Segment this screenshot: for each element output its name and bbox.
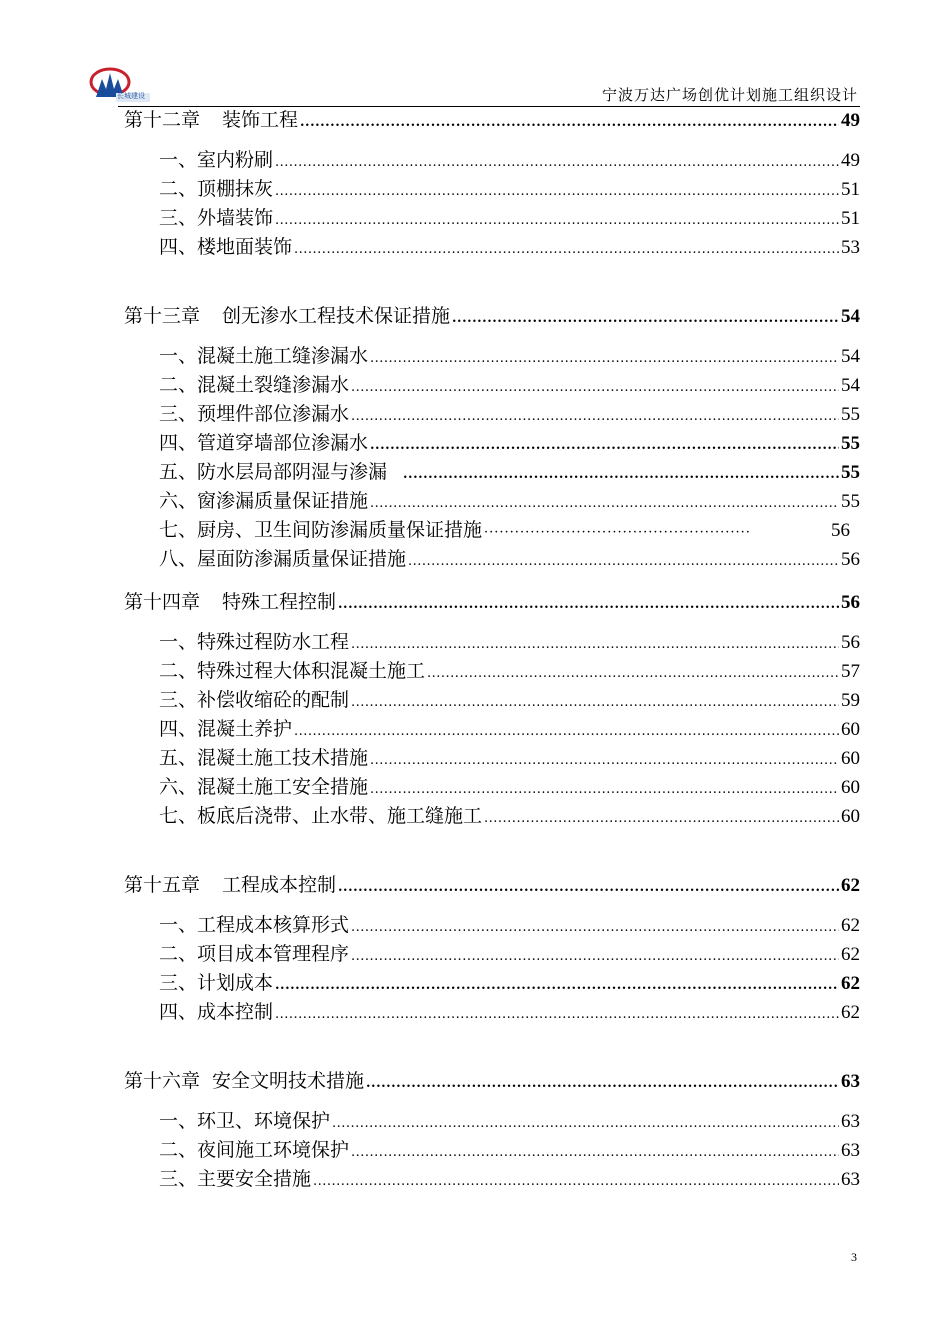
leader-dots [275, 148, 839, 177]
leader-dots [370, 489, 839, 518]
item-label: 一、室内粉刷 [159, 149, 274, 171]
page-ref: 63 [841, 1111, 860, 1132]
leader-dots [370, 746, 839, 775]
leader-dots [275, 206, 839, 235]
chapter-title: 特殊工程控制 [222, 591, 337, 613]
leader-dots [351, 630, 839, 659]
page-ref: 57 [841, 661, 860, 682]
toc-item[interactable] [124, 911, 860, 940]
page-ref: 56 [841, 632, 860, 653]
item-label: 四、成本控制 [159, 1001, 274, 1023]
toc-chapter-12[interactable] [124, 104, 860, 136]
running-title: 宁波万达广场创优计划施工组织设计 [601, 86, 858, 104]
toc-item[interactable] [124, 686, 860, 715]
page-number: 3 [851, 1250, 857, 1264]
toc-item[interactable] [124, 545, 860, 574]
toc-item[interactable] [124, 773, 860, 802]
page-ref: 56 [841, 549, 860, 570]
item-label: 三、计划成本 [159, 972, 274, 994]
page-ref: 62 [841, 944, 860, 965]
toc-item[interactable] [124, 371, 860, 400]
item-label: 五、防水层局部阴湿与渗漏 [159, 461, 388, 483]
toc-item[interactable] [124, 628, 860, 657]
page-ref: 54 [841, 375, 860, 396]
item-label: 一、特殊过程防水工程 [159, 631, 350, 653]
page-ref: 60 [841, 719, 860, 740]
page-ref: 54 [841, 306, 860, 327]
leader-dots [484, 518, 752, 547]
page-ref: 49 [841, 150, 860, 171]
page-ref: 63 [841, 1169, 860, 1190]
item-label: 六、混凝土施工安全措施 [159, 776, 369, 798]
chapter-title: 安全文明技术措施 [212, 1070, 365, 1092]
toc-item[interactable] [124, 1136, 860, 1165]
page-ref: 59 [841, 690, 860, 711]
item-label: 五、混凝土施工技术措施 [159, 747, 369, 769]
item-label: 六、窗渗漏质量保证措施 [159, 490, 369, 512]
table-of-contents [124, 104, 860, 1194]
leader-dots [338, 589, 839, 621]
page-ref: 54 [841, 346, 860, 367]
logo-text: 长城建设 [117, 92, 145, 100]
page-ref: 49 [841, 110, 860, 131]
item-label: 三、外墙装饰 [159, 207, 274, 229]
item-label: 一、混凝土施工缝渗漏水 [159, 345, 369, 367]
page-ref: 62 [841, 875, 860, 896]
leader-dots [351, 913, 839, 942]
page-ref: 55 [841, 404, 860, 425]
toc-item[interactable] [124, 458, 860, 487]
page-ref: 51 [841, 208, 860, 229]
page-ref: 63 [841, 1140, 860, 1161]
item-label: 四、楼地面装饰 [159, 236, 293, 258]
toc-item[interactable] [124, 175, 860, 204]
item-label: 四、混凝土养护 [159, 718, 293, 740]
toc-item[interactable] [124, 998, 860, 1027]
page-ref: 51 [841, 179, 860, 200]
toc-item[interactable] [124, 204, 860, 233]
item-label: 三、补偿收缩砼的配制 [159, 689, 350, 711]
leader-dots [351, 688, 839, 717]
leader-dots [275, 971, 839, 1000]
chapter-title: 装饰工程 [222, 109, 299, 131]
toc-chapter-14[interactable] [124, 586, 860, 618]
leader-dots [452, 303, 839, 335]
toc-item[interactable] [124, 802, 860, 831]
leader-dots [370, 344, 839, 373]
chapter-number: 第十五章 [124, 874, 201, 896]
leader-dots [332, 1109, 839, 1138]
chapter-number: 第十四章 [124, 591, 201, 613]
leader-dots [408, 547, 839, 576]
chapter-number: 第十三章 [124, 305, 201, 327]
item-label: 七、板底后浇带、止水带、施工缝施工 [159, 805, 483, 827]
leader-dots [484, 804, 839, 833]
leader-dots [351, 402, 839, 431]
page-ref: 56 [831, 520, 850, 541]
toc-item[interactable] [124, 400, 860, 429]
toc-item[interactable] [124, 1165, 860, 1194]
item-label: 一、工程成本核算形式 [159, 914, 350, 936]
leader-dots [275, 177, 839, 206]
chapter-title: 创无渗水工程技术保证措施 [222, 305, 451, 327]
page-ref: 53 [841, 237, 860, 258]
page-ref: 63 [841, 1071, 860, 1092]
item-label: 三、主要安全措施 [159, 1168, 312, 1190]
item-label: 四、管道穿墙部位渗漏水 [159, 432, 369, 454]
page-ref: 62 [841, 973, 860, 994]
page-ref: 55 [841, 433, 860, 454]
toc-item[interactable] [124, 657, 860, 686]
leader-dots [294, 717, 839, 746]
leader-dots [313, 1167, 839, 1196]
toc-item[interactable] [124, 969, 860, 998]
leader-dots [403, 460, 839, 489]
toc-chapter-15[interactable] [124, 869, 860, 901]
page-ref: 60 [841, 806, 860, 827]
toc-item[interactable] [124, 487, 860, 516]
toc-item[interactable] [124, 146, 860, 175]
item-label: 二、顶棚抹灰 [159, 178, 274, 200]
leader-dots [366, 1068, 839, 1100]
page-ref: 56 [841, 592, 860, 613]
chapter-title: 工程成本控制 [222, 874, 337, 896]
item-label: 二、项目成本管理程序 [159, 943, 350, 965]
toc-item[interactable] [124, 233, 860, 262]
leader-dots [300, 107, 839, 139]
toc-chapter-13[interactable] [124, 300, 860, 332]
item-label: 一、环卫、环境保护 [159, 1110, 331, 1132]
leader-dots [370, 775, 839, 804]
item-label: 二、特殊过程大体积混凝土施工 [159, 660, 426, 682]
leader-dots [338, 872, 839, 904]
leader-dots [275, 1000, 839, 1029]
toc-item[interactable] [124, 516, 860, 545]
leader-dots [294, 235, 839, 264]
page-ref: 60 [841, 777, 860, 798]
toc-item[interactable] [124, 1107, 860, 1136]
item-label: 二、混凝土裂缝渗漏水 [159, 374, 350, 396]
toc-item[interactable] [124, 715, 860, 744]
toc-item[interactable] [124, 940, 860, 969]
leader-dots [370, 431, 839, 460]
toc-item[interactable] [124, 342, 860, 371]
leader-dots [351, 1138, 839, 1167]
page-ref: 55 [841, 462, 860, 483]
toc-item[interactable] [124, 744, 860, 773]
leader-dots [351, 942, 839, 971]
leader-dots [351, 373, 839, 402]
item-label: 八、屋面防渗漏质量保证措施 [159, 548, 407, 570]
leader-dots [427, 659, 839, 688]
page-ref: 60 [841, 748, 860, 769]
chapter-number: 第十二章 [124, 109, 201, 131]
page-ref: 62 [841, 1002, 860, 1023]
page-ref: 62 [841, 915, 860, 936]
toc-item[interactable] [124, 429, 860, 458]
toc-chapter-16[interactable] [124, 1065, 860, 1097]
item-label: 二、夜间施工环境保护 [159, 1139, 350, 1161]
chapter-number: 第十六章 [124, 1070, 201, 1092]
item-label: 七、厨房、卫生间防渗漏质量保证措施 [159, 519, 483, 541]
page-ref: 55 [841, 491, 860, 512]
item-label: 三、预埋件部位渗漏水 [159, 403, 350, 425]
